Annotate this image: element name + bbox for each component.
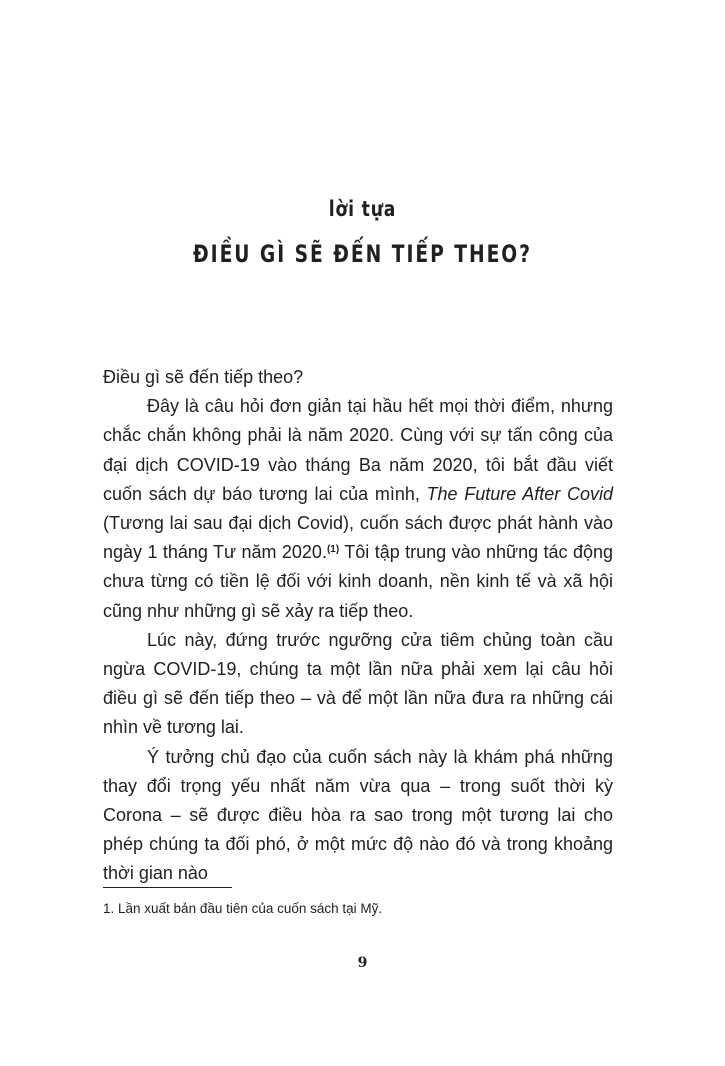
- footnote-text: 1. Lần xuất bản đầu tiên của cuốn sách tại Mỹ.: [103, 901, 383, 916]
- chapter-title: ĐIỀU GÌ SẼ ĐẾN TIẾP THEO?: [193, 240, 532, 268]
- footnote-marker: (1): [326, 544, 340, 556]
- page-number: 9: [357, 955, 368, 971]
- paragraph-2: [103, 392, 613, 626]
- paragraph-2-part-c: Tôi tập trung vào những tác động chưa từng có tiền lệ đối với kinh doanh, nền kinh tế và xã hội cũng như những gì sẽ xảy ra tiếp theo.: [103, 542, 614, 621]
- book-title-italic: The Future After Covid: [426, 483, 614, 504]
- paragraph-3: Lúc này, đứng trước ngưỡng cửa tiêm chủng toàn cầu ngừa COVID-19, chúng ta một lần nữa phải xem lại câu hỏi điều gì sẽ đến tiếp theo – và để một lần nữa đưa ra những cái nhìn về tương lai.: [103, 629, 613, 738]
- paragraph-2-part-b: (Tương lai sau đại dịch Covid), cuốn sách được phát hành vào ngày 1 tháng Tư năm 2020.: [103, 513, 613, 563]
- paragraph-1: Điều gì sẽ đến tiếp theo?: [103, 367, 304, 387]
- footnote-divider: [103, 887, 232, 888]
- chapter-subtitle: lời tựa: [328, 197, 397, 221]
- body-text: [103, 363, 613, 889]
- paragraph-4: Ý tưởng chủ đạo của cuốn sách này là khám phá những thay đổi trọng yếu nhất năm vừa qua – trong suốt thời kỳ Corona – sẽ được điều hòa ra sao trong một tương lai cho phép chúng ta đối phó, ở một mức độ nào đó và trong khoảng thời gian nào: [103, 746, 613, 884]
- paragraph-2-part-a: Đây là câu hỏi đơn giản tại hầu hết mọi thời điểm, nhưng chắc chắn không phải là năm 2020. Cùng với sự tấn công của đại dịch COVID-19 vào tháng Ba năm 2020, tôi bắt đầu viết cuốn sách dự báo tương lai của mình,: [103, 396, 613, 504]
